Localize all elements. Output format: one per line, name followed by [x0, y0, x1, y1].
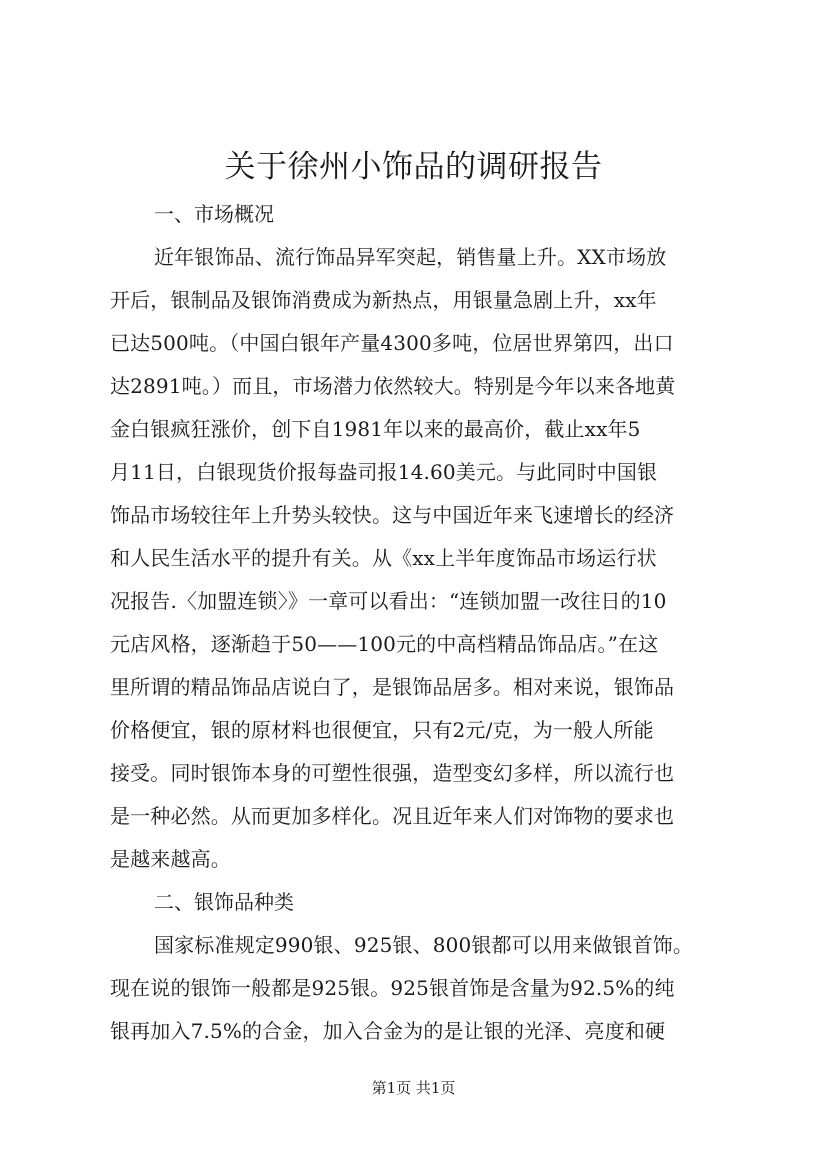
- section-heading-market-overview: 一、市场概况: [154, 202, 274, 226]
- page-footer: 第1页 共1页: [371, 1079, 456, 1097]
- paragraph-line: 月11日，白银现货价报每盎司报14.60美元。与此同时中国银: [110, 460, 658, 484]
- paragraph-line: 价格便宜，银的原材料也很便宜，只有2元/克，为一般人所能: [110, 718, 654, 742]
- section-heading-silver-types: 二、银饰品种类: [154, 890, 294, 914]
- paragraph-line: 接受。同时银饰本身的可塑性很强，造型变幻多样，所以流行也: [110, 761, 675, 785]
- paragraph-line: 饰品市场较往年上升势头较快。这与中国近年来飞速增长的经济: [110, 503, 675, 527]
- paragraph-line: 开后，银制品及银饰消费成为新热点，用银量急剧上升，xx年: [110, 288, 657, 312]
- paragraph-line: 里所谓的精品饰品店说白了，是银饰品居多。相对来说，银饰品: [110, 675, 675, 699]
- paragraph-line: 是一种必然。从而更加多样化。况且近年来人们对饰物的要求也: [110, 804, 675, 828]
- document-body: [110, 193, 722, 1053]
- paragraph-line: 现在说的银饰一般都是925银。925银首饰是含量为92.5%的纯: [110, 976, 675, 1000]
- document-title: 关于徐州小饰品的调研报告: [224, 149, 603, 185]
- paragraph-line: 已达500吨。（中国白银年产量4300多吨，位居世界第四，出口: [110, 331, 674, 355]
- paragraph-line: 况报告.〈加盟连锁〉》一章可以看出：“连锁加盟一改往日的10: [110, 589, 667, 613]
- paragraph-line: 近年银饰品、流行饰品异军突起，销售量上升。XX市场放: [154, 245, 667, 269]
- paragraph-line: 金白银疯狂涨价，创下自1981年以来的最高价，截止xx年5: [110, 417, 641, 441]
- paragraph-line: 和人民生活水平的提升有关。从《xx上半年度饰品市场运行状: [110, 546, 657, 570]
- paragraph-line: 达2891吨。）而且，市场潜力依然较大。特别是今年以来各地黄: [110, 374, 676, 398]
- paragraph-line: 元店风格，逐渐趋于50——100元的中高档精品饰品店。”在这: [110, 632, 659, 656]
- paragraph-line: 是越来越高。: [110, 847, 231, 871]
- paragraph-line: 银再加入7.5%的合金，加入合金为的是让银的光泽、亮度和硬: [110, 1019, 666, 1043]
- paragraph-line: 国家标准规定990银、925银、800银都可以用来做银首饰。: [154, 933, 694, 957]
